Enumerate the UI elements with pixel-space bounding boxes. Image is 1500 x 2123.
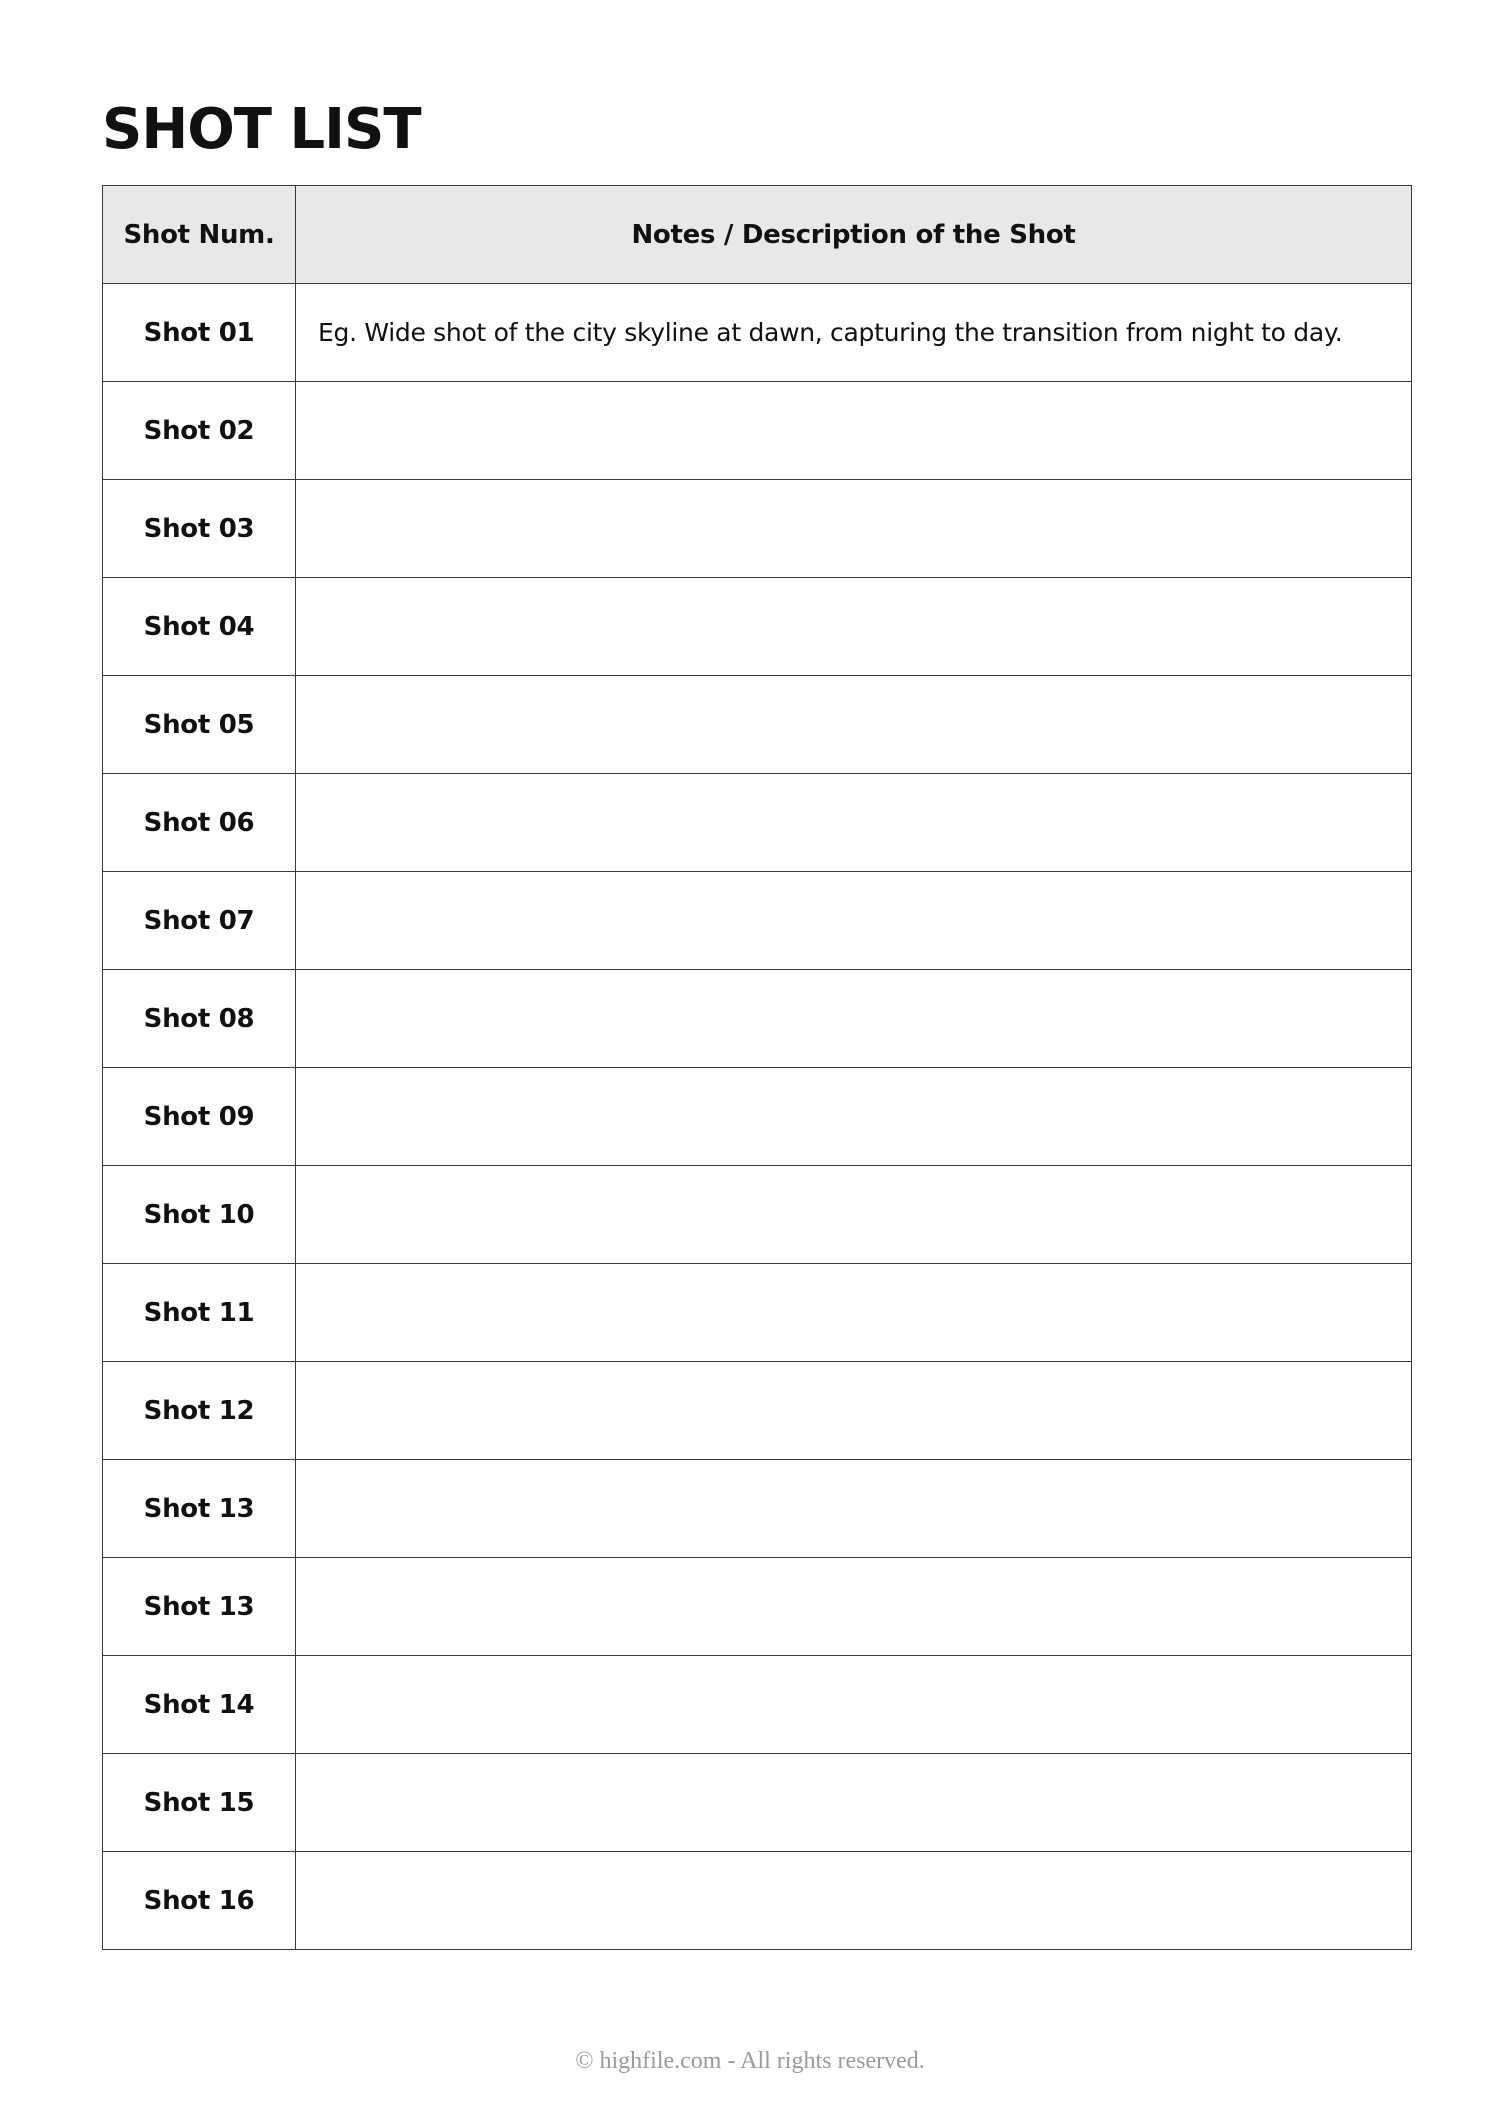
table-row <box>103 1656 1412 1754</box>
table-row <box>103 578 1412 676</box>
shot-number-cell: Shot 12 <box>103 1362 296 1460</box>
shot-list-table <box>102 185 1412 1950</box>
table-row <box>103 480 1412 578</box>
table-row <box>103 1754 1412 1852</box>
table-row <box>103 872 1412 970</box>
shot-number-cell: Shot 04 <box>103 578 296 676</box>
shot-notes-cell[interactable]: Eg. Wide shot of the city skyline at dawn, capturing the transition from night to day. <box>296 284 1412 382</box>
table-row <box>103 1362 1412 1460</box>
table-row <box>103 382 1412 480</box>
shot-notes-cell[interactable] <box>296 676 1412 774</box>
shot-number-cell: Shot 01 <box>103 284 296 382</box>
header-notes: Notes / Description of the Shot <box>296 186 1412 284</box>
shot-notes-cell[interactable] <box>296 1460 1412 1558</box>
header-shot-num: Shot Num. <box>103 186 296 284</box>
page-title: SHOT LIST <box>102 97 421 162</box>
shot-number-cell: Shot 10 <box>103 1166 296 1264</box>
table-row <box>103 970 1412 1068</box>
shot-number-cell: Shot 16 <box>103 1852 296 1950</box>
shot-number-cell: Shot 15 <box>103 1754 296 1852</box>
shot-number-cell: Shot 07 <box>103 872 296 970</box>
shot-notes-cell[interactable] <box>296 1068 1412 1166</box>
shot-number-cell: Shot 09 <box>103 1068 296 1166</box>
table-row <box>103 1264 1412 1362</box>
shot-notes-cell[interactable] <box>296 578 1412 676</box>
shot-notes-cell[interactable] <box>296 382 1412 480</box>
table-row <box>103 774 1412 872</box>
shot-notes-cell[interactable] <box>296 1362 1412 1460</box>
shot-notes-cell[interactable] <box>296 970 1412 1068</box>
shot-notes-cell[interactable] <box>296 1166 1412 1264</box>
shot-number-cell: Shot 13 <box>103 1558 296 1656</box>
table-row <box>103 1558 1412 1656</box>
shot-number-cell: Shot 13 <box>103 1460 296 1558</box>
table-row <box>103 1068 1412 1166</box>
shot-notes-cell[interactable] <box>296 1558 1412 1656</box>
shot-number-cell: Shot 02 <box>103 382 296 480</box>
shot-number-cell: Shot 03 <box>103 480 296 578</box>
copyright-footer: © highfile.com - All rights reserved. <box>575 2048 925 2074</box>
shot-notes-cell[interactable] <box>296 872 1412 970</box>
table-row <box>103 676 1412 774</box>
shot-notes-cell[interactable] <box>296 480 1412 578</box>
shot-number-cell: Shot 11 <box>103 1264 296 1362</box>
shot-notes-cell[interactable] <box>296 1264 1412 1362</box>
table-row <box>103 1460 1412 1558</box>
shot-number-cell: Shot 14 <box>103 1656 296 1754</box>
shot-notes-cell[interactable] <box>296 1754 1412 1852</box>
table-header-row <box>103 186 1412 284</box>
table-row <box>103 1166 1412 1264</box>
table-row <box>103 284 1412 382</box>
shot-notes-cell[interactable] <box>296 774 1412 872</box>
shot-number-cell: Shot 08 <box>103 970 296 1068</box>
table-row <box>103 1852 1412 1950</box>
shot-notes-cell[interactable] <box>296 1656 1412 1754</box>
shot-notes-cell[interactable] <box>296 1852 1412 1950</box>
shot-number-cell: Shot 06 <box>103 774 296 872</box>
shot-number-cell: Shot 05 <box>103 676 296 774</box>
